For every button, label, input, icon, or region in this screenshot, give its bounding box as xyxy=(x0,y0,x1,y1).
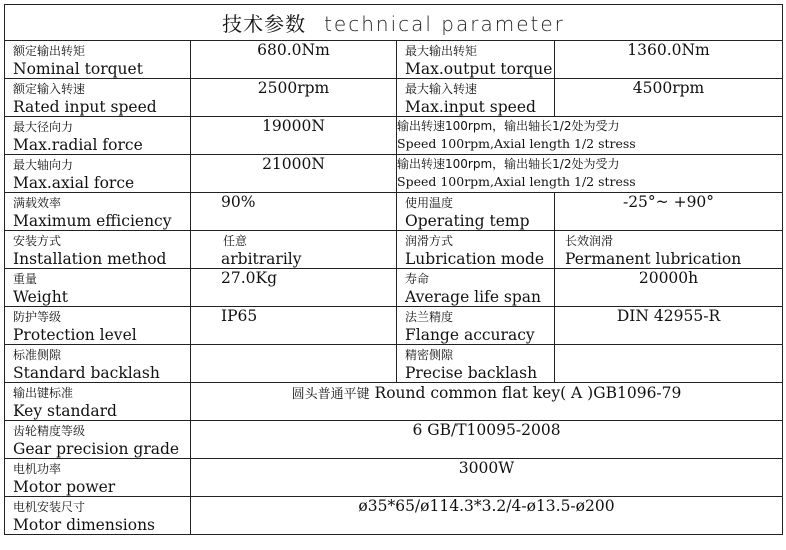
label-zh: 最大轴向力 xyxy=(13,158,74,172)
label-zh: 使用温度 xyxy=(405,196,454,210)
note-en: Speed 100rpm,Axial length 1/2 stress xyxy=(397,174,636,189)
table-row xyxy=(5,41,783,79)
label-zh: 输出键标准 xyxy=(13,386,74,400)
label-cell xyxy=(5,459,191,497)
label-zh: 齿轮精度等级 xyxy=(13,424,86,438)
label-cell xyxy=(397,193,555,231)
label-en: Nominal torquet xyxy=(13,60,143,78)
value-cell xyxy=(191,383,783,421)
label-en: Protection level xyxy=(13,326,137,344)
table-title xyxy=(5,5,783,41)
label-en: Lubrication mode xyxy=(405,250,545,268)
value-cell: 2500rpm xyxy=(191,79,397,117)
note-cell xyxy=(397,117,783,155)
label-en: Motor power xyxy=(13,478,116,496)
label-en: Installation method xyxy=(13,250,167,268)
label-zh: 安装方式 xyxy=(13,234,62,248)
title-en: technical parameter xyxy=(324,12,565,36)
label-zh: 防护等级 xyxy=(13,310,62,324)
label-cell xyxy=(5,117,191,155)
label-zh: 法兰精度 xyxy=(405,310,454,324)
label-zh: 重量 xyxy=(13,272,38,286)
label-cell xyxy=(5,269,191,307)
label-cell xyxy=(5,79,191,117)
value-cell: -25°~ +90° xyxy=(555,193,783,231)
label-cell xyxy=(5,383,191,421)
label-cell xyxy=(397,345,555,383)
value-zh: 圆头普通平键 xyxy=(291,387,370,402)
table-row xyxy=(5,231,783,269)
label-cell xyxy=(5,345,191,383)
value-cell: 1360.0Nm xyxy=(555,41,783,79)
value-cell: 21000N xyxy=(191,155,397,193)
table-row xyxy=(5,79,783,117)
value-zh: 任意 xyxy=(223,234,248,248)
label-zh: 润滑方式 xyxy=(405,234,454,248)
value-cell xyxy=(191,231,397,269)
table-row xyxy=(5,269,783,307)
value-cell: 4500rpm xyxy=(555,79,783,117)
value-cell: 20000h xyxy=(555,269,783,307)
technical-parameter-table xyxy=(4,4,783,535)
label-cell xyxy=(5,497,191,535)
label-en: Average life span xyxy=(405,288,542,306)
label-en: Max.output torque xyxy=(405,60,553,78)
note-zh: 输出转速100rpm，输出轴长1/2处为受力 xyxy=(397,157,620,171)
value-cell: IP65 xyxy=(191,307,397,345)
label-cell xyxy=(5,155,191,193)
label-cell xyxy=(5,193,191,231)
label-cell xyxy=(397,307,555,345)
label-en: Max.axial force xyxy=(13,174,135,192)
value-cell: 6 GB/T10095-2008 xyxy=(191,421,783,459)
note-cell xyxy=(397,155,783,193)
label-en: Motor dimensions xyxy=(13,516,156,534)
value-en: Permanent lubrication xyxy=(565,250,742,268)
table-row xyxy=(5,307,783,345)
note-en: Speed 100rpm,Axial length 1/2 stress xyxy=(397,136,636,151)
value-cell: ø35*65/ø114.3*3.2/4-ø13.5-ø200 xyxy=(191,497,783,535)
value-zh: 长效润滑 xyxy=(565,234,614,248)
label-zh: 额定输出转矩 xyxy=(13,44,86,58)
table-row xyxy=(5,155,783,193)
value-cell: 19000N xyxy=(191,117,397,155)
label-zh: 标准侧隙 xyxy=(13,348,62,362)
table-row xyxy=(5,497,783,535)
label-zh: 最大输入转速 xyxy=(405,82,478,96)
value-cell: 3000W xyxy=(191,459,783,497)
label-en: Operating temp xyxy=(405,212,530,230)
label-cell xyxy=(397,269,555,307)
value-cell: 90% xyxy=(191,193,397,231)
label-en: Gear precision grade xyxy=(13,440,180,458)
table-row xyxy=(5,193,783,231)
table-row xyxy=(5,459,783,497)
label-en: Standard backlash xyxy=(13,364,160,382)
label-cell xyxy=(5,231,191,269)
label-zh: 寿命 xyxy=(405,272,430,286)
value-cell: 680.0Nm xyxy=(191,41,397,79)
label-cell xyxy=(397,79,555,117)
table-row xyxy=(5,345,783,383)
label-cell xyxy=(397,231,555,269)
label-en: Max.input speed xyxy=(405,98,536,116)
table-row xyxy=(5,421,783,459)
value-cell xyxy=(555,345,783,383)
label-en: Precise backlash xyxy=(405,364,538,382)
label-zh: 精密侧隙 xyxy=(405,348,454,362)
title-row xyxy=(5,5,783,41)
label-en: Max.radial force xyxy=(13,136,143,154)
label-en: Flange accuracy xyxy=(405,326,535,344)
label-en: Weight xyxy=(13,288,68,306)
value-en: arbitrarily xyxy=(221,250,302,268)
label-zh: 最大径向力 xyxy=(13,120,74,134)
title-zh: 技术参数 xyxy=(222,12,307,36)
label-zh: 电机安装尺寸 xyxy=(13,500,86,514)
value-cell: DIN 42955-R xyxy=(555,307,783,345)
label-zh: 满载效率 xyxy=(13,196,62,210)
note-zh: 输出转速100rpm，输出轴长1/2处为受力 xyxy=(397,119,620,133)
label-en: Maximum efficiency xyxy=(13,212,172,230)
label-zh: 最大输出转矩 xyxy=(405,44,478,58)
value-cell xyxy=(555,231,783,269)
value-cell xyxy=(191,345,397,383)
label-zh: 额定输入转速 xyxy=(13,82,86,96)
label-en: Rated input speed xyxy=(13,98,157,116)
label-cell xyxy=(397,41,555,79)
label-en: Key standard xyxy=(13,402,117,420)
label-zh: 电机功率 xyxy=(13,462,62,476)
label-cell xyxy=(5,421,191,459)
table-row xyxy=(5,117,783,155)
value-cell: 27.0Kg xyxy=(191,269,397,307)
value-en: Round common flat key( A )GB1096-79 xyxy=(374,384,682,402)
label-cell xyxy=(5,307,191,345)
table-row xyxy=(5,383,783,421)
label-cell xyxy=(5,41,191,79)
